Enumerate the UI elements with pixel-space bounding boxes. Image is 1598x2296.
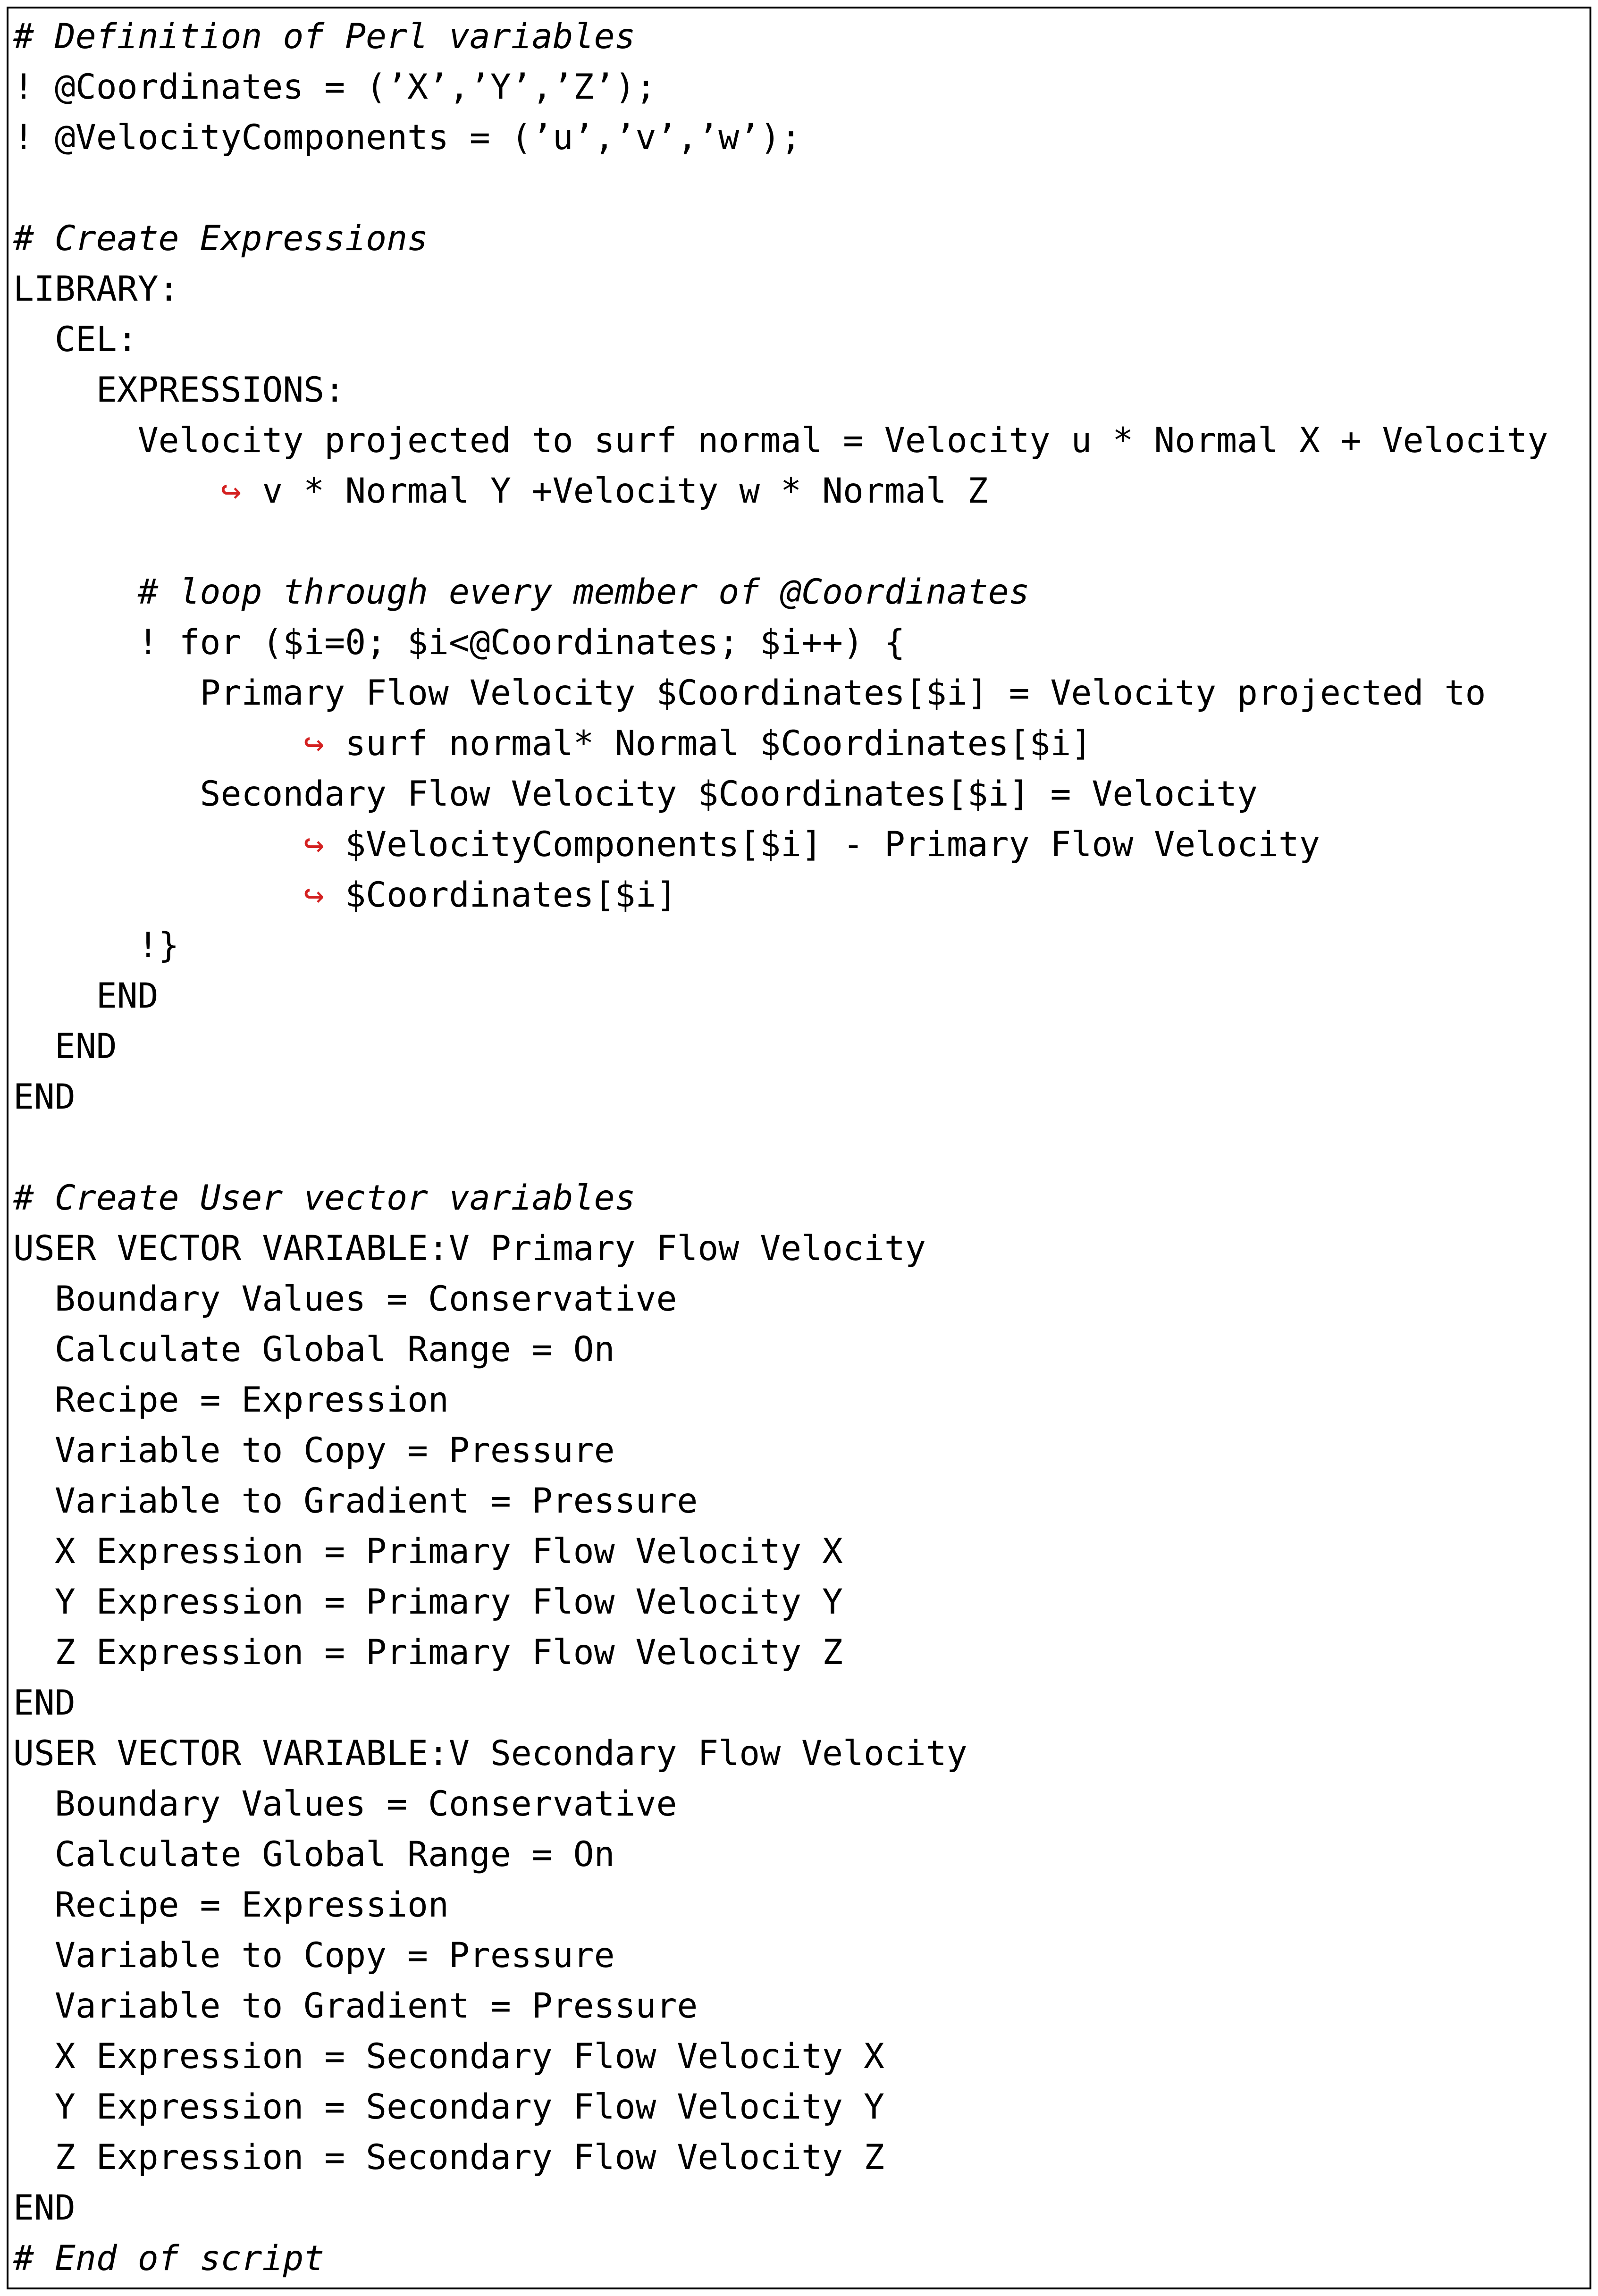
code-line — [13, 1223, 1585, 1274]
code-text — [13, 824, 303, 865]
code-line — [13, 163, 1585, 213]
code-line — [13, 2132, 1585, 2183]
code-line — [13, 466, 1585, 516]
code-text: END — [13, 976, 159, 1016]
code-line — [13, 365, 1585, 415]
code-line — [13, 1678, 1585, 1728]
code-line — [13, 1324, 1585, 1375]
code-line — [13, 1627, 1585, 1678]
code-text: Primary Flow Velocity $Coordinates[$i] = Velocity projected to — [13, 673, 1486, 713]
code-text: Boundary Values = Conservative — [13, 1279, 677, 1319]
listing-frame — [7, 7, 1591, 2289]
code-text: Calculate Global Range = On — [13, 1329, 615, 1370]
code-line — [13, 2031, 1585, 2082]
code-line — [13, 1375, 1585, 1425]
code-text — [13, 723, 303, 764]
code-text: Variable to Copy = Pressure — [13, 1935, 615, 1976]
code-text: EXPRESSIONS: — [13, 370, 345, 410]
code-line — [13, 1476, 1585, 1526]
line-wrap-arrow-icon: ↪ — [303, 875, 325, 915]
code-text: X Expression = Secondary Flow Velocity X — [13, 2036, 884, 2077]
code-text: X Expression = Primary Flow Velocity X — [13, 1531, 843, 1572]
code-line — [13, 1577, 1585, 1627]
comment-text: # loop through every member of @Coordinates — [137, 572, 1030, 612]
code-line — [13, 112, 1585, 163]
code-line — [13, 819, 1585, 870]
code-text: Boundary Values = Conservative — [13, 1784, 677, 1824]
code-text: USER VECTOR VARIABLE:V Primary Flow Velocity — [13, 1228, 926, 1269]
code-line — [13, 2082, 1585, 2132]
code-line — [13, 1728, 1585, 1779]
code-line — [13, 11, 1585, 62]
code-line — [13, 314, 1585, 365]
code-line — [13, 769, 1585, 819]
code-line — [13, 2183, 1585, 2233]
code-line — [13, 1072, 1585, 1122]
code-listing — [13, 11, 1585, 2284]
code-line — [13, 567, 1585, 617]
comment-text: # Create Expressions — [13, 219, 428, 259]
code-line — [13, 1981, 1585, 2031]
code-text: END — [13, 1026, 117, 1067]
code-line — [13, 213, 1585, 264]
code-line — [13, 1274, 1585, 1324]
line-wrap-arrow-icon: ↪ — [303, 824, 325, 865]
code-line — [13, 1122, 1585, 1173]
code-line — [13, 1526, 1585, 1577]
code-line — [13, 1930, 1585, 1981]
code-line — [13, 1779, 1585, 1829]
code-text: v * Normal Y +Velocity w * Normal Z — [241, 471, 988, 511]
code-text: Velocity projected to surf normal = Velocity u * Normal X + Velocity — [13, 421, 1548, 461]
code-text: Recipe = Expression — [13, 1380, 449, 1420]
code-line — [13, 971, 1585, 1021]
code-line — [13, 1829, 1585, 1880]
code-text — [13, 875, 303, 915]
code-text: !} — [13, 925, 179, 966]
code-line — [13, 1173, 1585, 1223]
line-wrap-arrow-icon: ↪ — [220, 471, 242, 511]
code-line — [13, 920, 1585, 971]
line-wrap-arrow-icon: ↪ — [303, 723, 325, 764]
code-text: ! @Coordinates = (’X’,’Y’,’Z’); — [13, 67, 656, 107]
code-line — [13, 516, 1585, 567]
code-text: Variable to Gradient = Pressure — [13, 1986, 698, 2026]
code-text: LIBRARY: — [13, 269, 179, 309]
code-text: END — [13, 1683, 76, 1723]
code-line — [13, 415, 1585, 466]
code-line — [13, 1021, 1585, 1072]
code-line — [13, 264, 1585, 314]
code-line — [13, 2233, 1585, 2284]
code-text: surf normal* Normal $Coordinates[$i] — [324, 723, 1092, 764]
code-text: Recipe = Expression — [13, 1885, 449, 1925]
code-line — [13, 1880, 1585, 1930]
code-text: Calculate Global Range = On — [13, 1834, 615, 1875]
code-text: Y Expression = Primary Flow Velocity Y — [13, 1582, 843, 1622]
code-text: ! for ($i=0; $i<@Coordinates; $i++) { — [13, 622, 905, 663]
code-line — [13, 870, 1585, 920]
code-text: Z Expression = Primary Flow Velocity Z — [13, 1632, 843, 1673]
code-text: END — [13, 1077, 76, 1117]
code-line — [13, 1425, 1585, 1476]
code-text — [13, 572, 138, 612]
code-text: $Coordinates[$i] — [324, 875, 677, 915]
code-text: $VelocityComponents[$i] - Primary Flow Velocity — [324, 824, 1320, 865]
comment-text: # End of script — [13, 2238, 325, 2279]
code-text: ! @VelocityComponents = (’u’,’v’,’w’); — [13, 118, 802, 158]
code-text: Secondary Flow Velocity $Coordinates[$i] = Velocity — [13, 774, 1258, 814]
code-line — [13, 62, 1585, 112]
comment-text: # Definition of Perl variables — [13, 17, 636, 57]
code-text: Variable to Gradient = Pressure — [13, 1481, 698, 1521]
code-text: Y Expression = Secondary Flow Velocity Y — [13, 2087, 884, 2127]
code-line — [13, 617, 1585, 668]
comment-text: # Create User vector variables — [13, 1178, 636, 1218]
code-text: Z Expression = Secondary Flow Velocity Z — [13, 2137, 884, 2178]
code-text: CEL: — [13, 320, 138, 360]
code-text: USER VECTOR VARIABLE:V Secondary Flow Velocity — [13, 1733, 967, 1774]
code-text — [13, 471, 221, 511]
code-text: Variable to Copy = Pressure — [13, 1430, 615, 1471]
code-text: END — [13, 2188, 76, 2228]
code-line — [13, 668, 1585, 718]
code-line — [13, 718, 1585, 769]
